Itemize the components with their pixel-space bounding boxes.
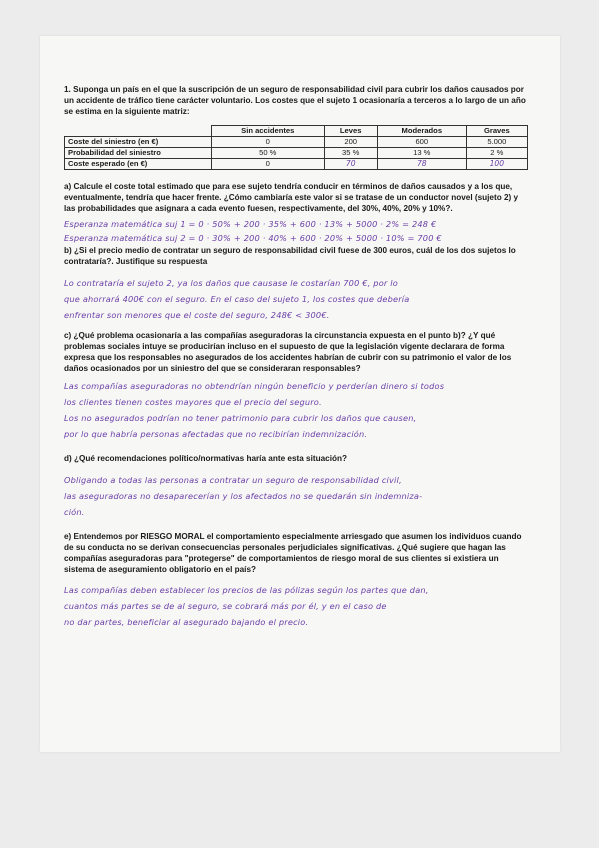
table-cell: 13 %: [377, 147, 466, 158]
question-c: c) ¿Qué problema ocasionaría a las compañías aseguradoras la circunstancia expuesta en el punto b)? ¿Y qué problemas sociales intuye se producirían incluso en el supuesto de que la legislación vigente declarara de forma expresa que los responsables no asegurados de los accidentes habrían de cubrir con su patrimonio el valor de los daños ocasionados por un siniestro del que se consideraran responsables?: [64, 330, 512, 374]
table-cell: 50 %: [212, 147, 325, 158]
answer-c-line: los clientes tienen costes mayores que el precio del seguro.: [64, 397, 322, 408]
table-row: [65, 136, 528, 147]
exam-page: [40, 36, 560, 752]
table-row-label: Probabilidad del siniestro: [65, 147, 212, 158]
answer-d-line: ción.: [64, 506, 85, 517]
table-cell: 35 %: [324, 147, 377, 158]
table-cell-handwritten: 78: [377, 158, 466, 169]
table-header-cell: Moderados: [377, 125, 466, 136]
table-row-label: Coste esperado (en €): [65, 158, 212, 169]
table-header-cell: Graves: [466, 125, 527, 136]
answer-e-line: Las compañías deben establecer los precios de las pólizas según los partes que dan,: [64, 585, 429, 596]
answer-d-line: Obligando a todas las personas a contratar un seguro de responsabilidad civil,: [64, 474, 402, 485]
cost-matrix-table: [64, 125, 528, 170]
question-e: e) Entendemos por RIESGO MORAL el comportamiento especialmente arriesgado que asumen los individuos cuando de su conducta no se derivan consecuencias personales perjudiciales significativas. ¿Qué sugiere que hagan las compañías aseguradoras para "protegerse" de comportamientos de riesgo moral de sus clientes si existiera un sistema de aseguramiento obligatorio en el país?: [64, 531, 522, 575]
table-header-cell: Leves: [324, 125, 377, 136]
answer-b-line: que ahorrará 400€ con el seguro. En el caso del sujeto 1, los costes que debería: [64, 293, 410, 304]
table-row: [65, 147, 528, 158]
answer-a-line: Esperanza matemática suj 1 = 0 · 50% + 200 · 35% + 600 · 13% + 5000 · 2% = 248 €: [64, 219, 437, 230]
answer-c-line: Los no asegurados podrían no tener patrimonio para cubrir los daños que causen,: [64, 413, 417, 424]
table-cell: 5.000: [466, 136, 527, 147]
answer-b-line: enfrentar son menores que el coste del seguro, 248€ < 300€.: [64, 309, 330, 320]
answer-b-line: Lo contrataría el sujeto 2, ya los daños que causase le costarían 700 €, por lo: [64, 277, 398, 288]
table-header-row: [65, 125, 528, 136]
table-header-cell: Sin accidentes: [212, 125, 325, 136]
question-d: d) ¿Qué recomendaciones político/normativas haría ante esta situación?: [64, 454, 347, 464]
table-row-label: Coste del siniestro (en €): [65, 136, 212, 147]
question-b: b) ¿Si el precio medio de contratar un seguro de responsabilidad civil fuese de 300 euros, cuál de los dos sujetos lo contrataría?. Justifique su respuesta: [64, 246, 516, 267]
table-cell-handwritten: 100: [466, 158, 527, 169]
answer-e-line: cuantos más partes se de al seguro, se cobrará más por él, y en el caso de: [64, 601, 387, 612]
table-cell: 200: [324, 136, 377, 147]
answer-d-line: las aseguradoras no desaparecerían y los afectados no se quedarán sin indemniza-: [64, 490, 423, 501]
question-1-intro: 1. Suponga un país en el que la suscripción de un seguro de responsabilidad civil para cubrir los daños causados por un accidente de tráfico tiene carácter voluntario. Los costes que el sujeto 1 ocasionaría a terceros a lo largo de un año se estima en la siguiente matriz:: [64, 85, 526, 117]
answer-a-line: Esperanza matemática suj 2 = 0 · 30% + 200 · 40% + 600 · 20% + 5000 · 10% = 700 €: [64, 232, 442, 243]
answer-c-line: Las compañías aseguradoras no obtendrían ningún beneficio y perderían dinero si todos: [64, 381, 445, 392]
table-cell: 2 %: [466, 147, 527, 158]
table-cell-handwritten: 70: [324, 158, 377, 169]
answer-e-line: no dar partes, beneficiar al asegurado bajando el precio.: [64, 617, 309, 628]
question-a: a) Calcule el coste total estimado que para ese sujeto tendría conducir en términos de daños causados y a los que, eventualmente, tendría que hacer frente. ¿Cómo cambiaría este valor si se tratase de un conductor novel (sujeto 2) y las probabilidades que asignara a cada evento fuesen, respectivamente, del 30%, 40%, 20% y 10%?.: [64, 181, 519, 214]
table-cell: 0: [212, 158, 325, 169]
page-content: [64, 84, 528, 630]
table-cell: 600: [377, 136, 466, 147]
table-corner-cell: [65, 125, 212, 136]
table-row: [65, 158, 528, 169]
answer-c-line: por lo que habría personas afectadas que no recibirían indemnización.: [64, 429, 368, 440]
table-cell: 0: [212, 136, 325, 147]
